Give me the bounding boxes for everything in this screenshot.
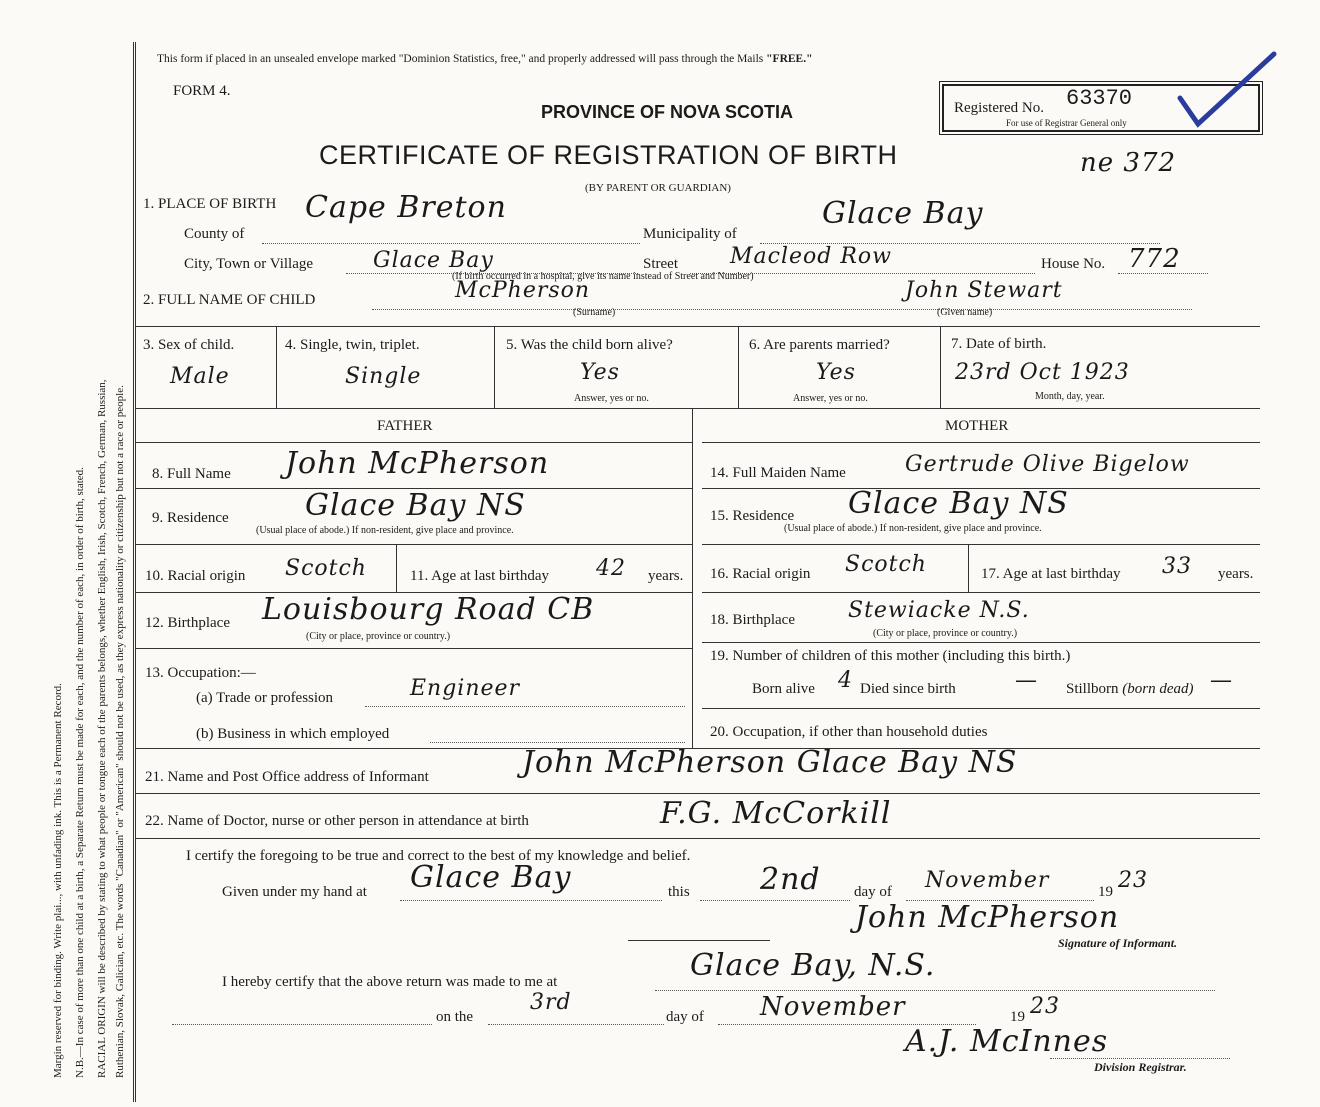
- city-value: Glace Bay: [373, 248, 494, 273]
- informant-signature: John McPherson: [855, 900, 1120, 935]
- dob-label: 7. Date of birth.: [951, 336, 1047, 352]
- father-birthplace-value: Louisbourg Road CB: [262, 592, 595, 627]
- hospital-note: (If birth occurred in a hospital, give its name instead of Street and Number): [452, 271, 754, 282]
- registrar-day-label: day of: [666, 1009, 704, 1025]
- married-caption: Answer, yes or no.: [793, 393, 868, 404]
- mail-note: This form if placed in an unsealed envelope marked "Dominion Statistics, free," and properly addressed will pass through the Mails "FREE.": [157, 53, 813, 65]
- died-since-birth-label: Died since birth: [860, 681, 956, 697]
- margin-note-binding: Margin reserved for binding. Write plai..., with unfading ink. This is a Permanent Record.: [52, 683, 64, 1078]
- registrar-year-prefix: 19: [1010, 1009, 1025, 1025]
- page-title: CERTIFICATE OF REGISTRATION OF BIRTH: [319, 140, 898, 170]
- subtitle: (BY PARENT OR GUARDIAN): [585, 182, 731, 194]
- single-value: Single: [345, 364, 422, 389]
- registrar-signature-caption: Division Registrar.: [1094, 1060, 1187, 1074]
- registrar-day-value: 3rd: [530, 990, 572, 1015]
- father-residence-value: Glace Bay NS: [305, 488, 526, 523]
- certify-year-value: 23: [1118, 868, 1148, 893]
- margin-note-racial-origin-cont: Ruthenian, Slovak, Galician, etc. The words "Canadian" or "American" should not be used, as they express nationality or citizenship but not a race or people.: [114, 385, 126, 1078]
- this-label: this: [668, 884, 690, 900]
- father-age-label: 11. Age at last birthday: [410, 568, 549, 584]
- stillborn-label: Stillborn (born dead): [1066, 681, 1194, 697]
- born-alive-label: 5. Was the child born alive?: [506, 337, 673, 353]
- registered-label: Registered No.: [954, 100, 1044, 116]
- mother-age-unit: years.: [1218, 566, 1254, 582]
- street-value: Macleod Row: [730, 244, 892, 269]
- informant-value: John McPherson Glace Bay NS: [522, 745, 1018, 780]
- child-given-value: John Stewart: [905, 278, 1063, 303]
- house-label: House No.: [1041, 256, 1106, 272]
- child-surname-value: McPherson: [455, 278, 591, 303]
- registrar-on-label: on the: [436, 1009, 474, 1025]
- registered-value: 63370: [1066, 86, 1133, 111]
- mother-name-value: Gertrude Olive Bigelow: [905, 452, 1190, 477]
- father-birthplace-label: 12. Birthplace: [145, 615, 230, 631]
- certify-year-prefix: 19: [1098, 884, 1113, 900]
- sex-value: Male: [170, 364, 230, 389]
- mother-occupation-label: 20. Occupation, if other than household duties: [710, 724, 988, 740]
- dob-caption: Month, day, year.: [1035, 391, 1105, 402]
- stillborn-value: —: [1210, 668, 1233, 693]
- given-under-hand-label: Given under my hand at: [222, 884, 367, 900]
- margin-note-multiple-births: N.B.—In case of more than one child at a birth, a Separate Return must be made for each, and the number of each, in order of birth, stated.: [74, 467, 86, 1078]
- registrar-place-value: Glace Bay, N.S.: [690, 948, 936, 983]
- place-of-birth-label: 1. PLACE OF BIRTH: [143, 196, 277, 212]
- father-age-value: 42: [596, 556, 626, 581]
- trade-value: Engineer: [410, 676, 521, 701]
- mother-age-label: 17. Age at last birthday: [981, 566, 1121, 582]
- county-label: County of: [184, 226, 245, 242]
- form-left-border: [133, 42, 136, 1102]
- father-heading: FATHER: [377, 418, 433, 434]
- mother-heading: MOTHER: [945, 418, 1009, 434]
- born-alive-count-label: Born alive: [752, 681, 815, 697]
- surname-caption: (Surname): [573, 307, 616, 318]
- doctor-value: F.G. McCorkill: [660, 796, 892, 831]
- given-caption: (Given name): [937, 307, 993, 318]
- father-residence-caption: (Usual place of abode.) If non-resident, give place and province.: [256, 525, 514, 536]
- father-race-label: 10. Racial origin: [145, 568, 246, 584]
- single-label: 4. Single, twin, triplet.: [285, 337, 420, 353]
- informant-label: 21. Name and Post Office address of Informant: [145, 769, 429, 785]
- certify-day-label: day of: [854, 884, 892, 900]
- margin-note-racial-origin: RACIAL ORIGIN will be described by stating to what people or tongue each of the parents belongs, whether English, Irish, Scotch, French, German, Russian,: [96, 379, 108, 1078]
- married-value: Yes: [816, 360, 856, 385]
- check-mark-icon: [1170, 48, 1280, 128]
- child-name-label: 2. FULL NAME OF CHILD: [143, 292, 316, 308]
- registrar-month-value: November: [760, 992, 906, 1022]
- mother-age-value: 33: [1162, 554, 1192, 579]
- municipality-value: Glace Bay: [822, 196, 984, 231]
- registrar-statement: I hereby certify that the above return was made to me at: [222, 974, 558, 990]
- father-name-value: John McPherson: [285, 446, 550, 481]
- city-label: City, Town or Village: [184, 256, 314, 272]
- mother-birthplace-caption: (City or place, province or country.): [873, 628, 1018, 639]
- mother-birthplace-label: 18. Birthplace: [710, 612, 795, 628]
- mother-birthplace-value: Stewiacke N.S.: [848, 598, 1030, 623]
- father-occupation-label: 13. Occupation:—: [145, 665, 256, 681]
- informant-signature-caption: Signature of Informant.: [1058, 936, 1178, 950]
- father-name-label: 8. Full Name: [152, 466, 231, 482]
- province-heading: PROVINCE OF NOVA SCOTIA: [541, 102, 794, 122]
- county-value: Cape Breton: [305, 190, 507, 225]
- mother-residence-label: 15. Residence: [710, 508, 795, 524]
- house-value: 772: [1128, 244, 1181, 274]
- born-alive-value: Yes: [580, 360, 620, 385]
- municipality-label: Municipality of: [643, 226, 737, 242]
- father-race-value: Scotch: [285, 556, 367, 581]
- mother-residence-caption: (Usual place of abode.) If non-resident, give place and province.: [784, 523, 1042, 534]
- registrar-year-value: 23: [1030, 994, 1060, 1019]
- mother-residence-value: Glace Bay NS: [848, 486, 1069, 521]
- registrar-signature: A.J. McInnes: [905, 1024, 1109, 1059]
- certify-month-value: November: [925, 868, 1050, 893]
- children-count-label: 19. Number of children of this mother (including this birth.): [710, 648, 1071, 664]
- father-age-unit: years.: [648, 568, 684, 584]
- mother-race-label: 16. Racial origin: [710, 566, 811, 582]
- married-label: 6. Are parents married?: [749, 337, 890, 353]
- given-place-value: Glace Bay: [410, 860, 572, 895]
- sex-label: 3. Sex of child.: [143, 337, 235, 353]
- born-alive-count-value: 4: [838, 668, 853, 693]
- mother-race-value: Scotch: [845, 552, 927, 577]
- father-residence-label: 9. Residence: [152, 510, 229, 526]
- registrar-use-note: For use of Registrar General only: [1006, 118, 1127, 128]
- street-label: Street: [643, 256, 678, 272]
- certify-statement: I certify the foregoing to be true and correct to the best of my knowledge and belief.: [186, 848, 691, 864]
- mother-name-label: 14. Full Maiden Name: [710, 465, 846, 481]
- business-label: (b) Business in which employed: [196, 726, 390, 742]
- dob-value: 23rd Oct 1923: [955, 360, 1130, 385]
- trade-label: (a) Trade or profession: [196, 690, 334, 706]
- father-birthplace-caption: (City or place, province or country.): [306, 631, 451, 642]
- born-alive-caption: Answer, yes or no.: [574, 393, 649, 404]
- margin-annotation: ne 372: [1080, 148, 1177, 178]
- form-number: FORM 4.: [173, 83, 231, 99]
- doctor-label: 22. Name of Doctor, nurse or other person in attendance at birth: [145, 813, 529, 829]
- died-since-birth-value: —: [1015, 668, 1038, 693]
- certify-day-value: 2nd: [760, 862, 821, 897]
